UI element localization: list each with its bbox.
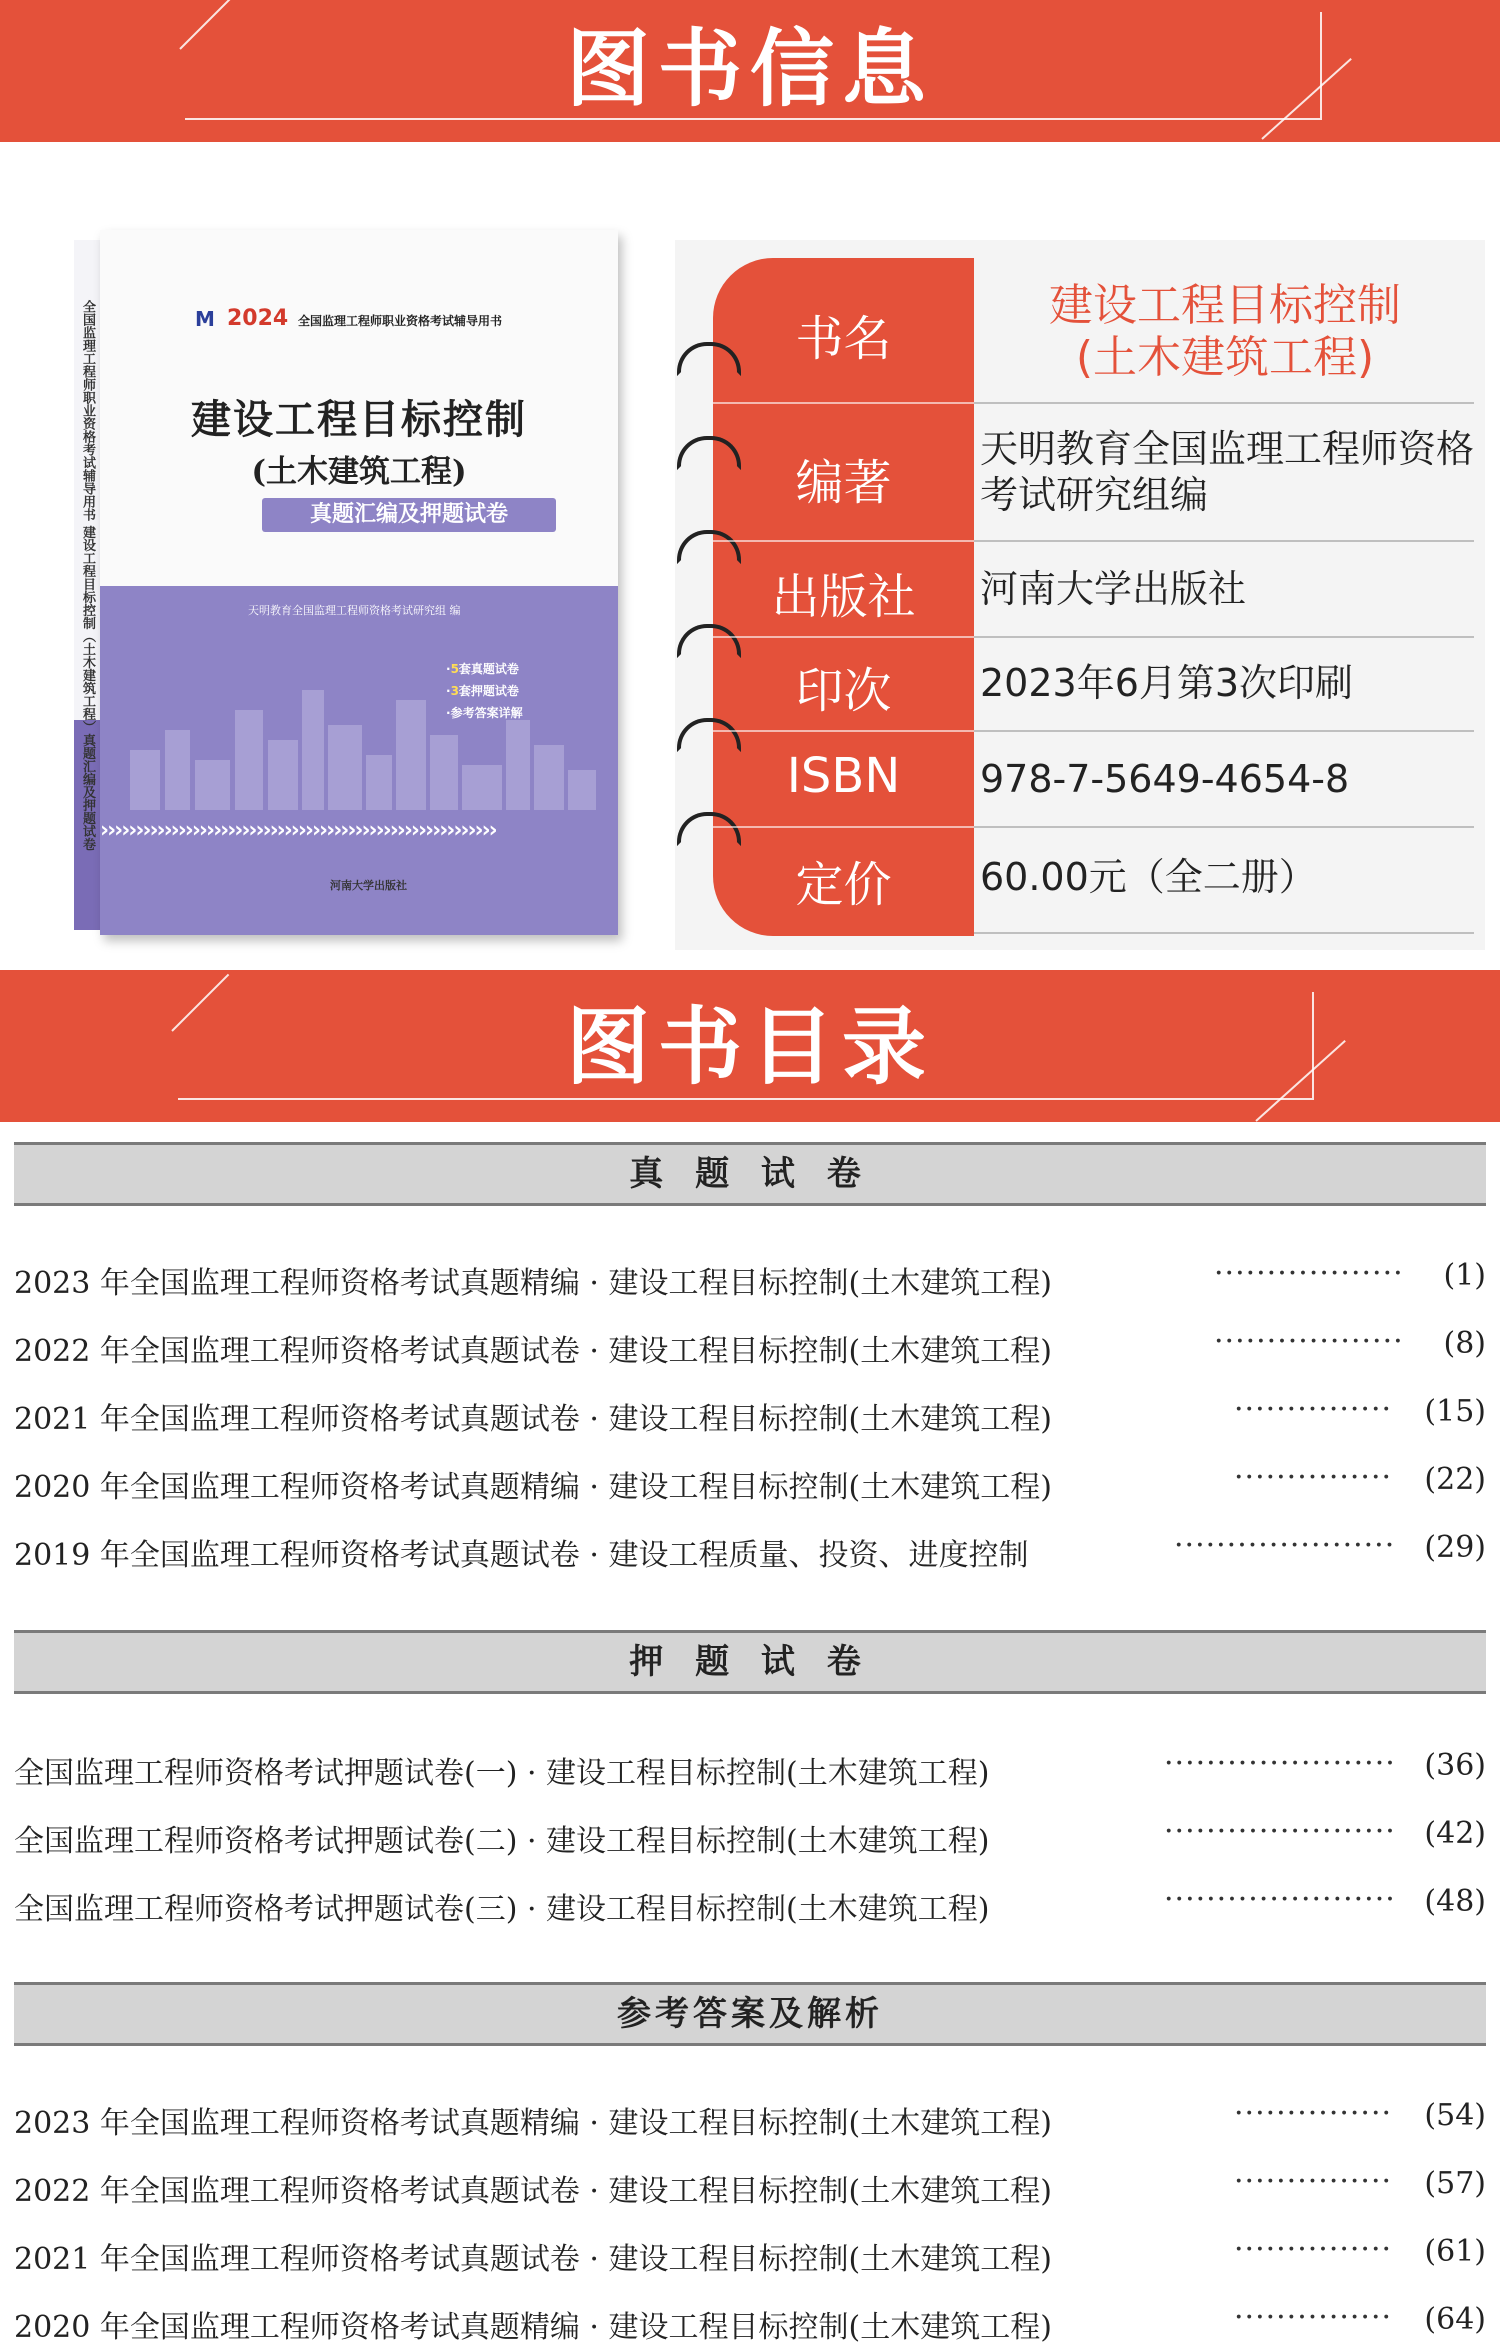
- toc-entry: 2020 年全国监理工程师资格考试真题精编 · 建设工程目标控制(土木建筑工程) ··············· (22): [14, 1460, 1486, 1505]
- cover-editor: 天明教育全国监理工程师资格考试研究组 编: [248, 604, 461, 617]
- label-divider: [713, 540, 974, 542]
- label-divider: [713, 636, 974, 638]
- toc-entry: 2020 年全国监理工程师资格考试真题精编 · 建设工程目标控制(土木建筑工程) ··············· (64): [14, 2300, 1486, 2345]
- label-publisher: 出版社: [771, 569, 916, 625]
- row-divider: [974, 636, 1474, 638]
- cover-subtitle: (土木建筑工程): [251, 454, 467, 490]
- toc-banner: [0, 970, 1500, 1122]
- label-divider: [713, 730, 974, 732]
- cover-title: 建设工程目标控制: [191, 396, 527, 443]
- label-price: 定价: [795, 857, 892, 913]
- row-divider: [974, 730, 1474, 732]
- toc-entry: 2019 年全国监理工程师资格考试真题试卷 · 建设工程质量、投资、进度控制 ····················· (29): [14, 1528, 1486, 1573]
- toc-section-header: 真 题 试 卷: [14, 1142, 1486, 1206]
- book-info-table: [675, 240, 1485, 950]
- label-printing: 印次: [795, 663, 892, 719]
- book-info-title: 图书信息: [565, 19, 934, 118]
- cover-feature: ·参考答案详解: [446, 706, 523, 720]
- label-isbn: ISBN: [786, 748, 901, 804]
- cover-publisher: 河南大学出版社: [330, 879, 407, 892]
- book-info-banner: [0, 0, 1500, 142]
- label-divider: [713, 826, 974, 828]
- toc-entry: 2022 年全国监理工程师资格考试真题试卷 · 建设工程目标控制(土木建筑工程) ·················· (8): [14, 1324, 1486, 1369]
- toc-section-header: 押 题 试 卷: [14, 1630, 1486, 1694]
- cover-feature: ·5套真题试卷: [446, 662, 519, 676]
- chevron-stripe: ››››››››››››››››››››››››››››››››››››››››››››››››››››››››: [100, 818, 496, 843]
- toc-entry: 全国监理工程师资格考试押题试卷(二) · 建设工程目标控制(土木建筑工程) ······················ (42): [14, 1814, 1486, 1859]
- city-skyline-illustration: [120, 670, 600, 810]
- label-title: 书名: [795, 311, 892, 367]
- label-divider: [713, 402, 974, 404]
- value-author: 天明教育全国监理工程师资格 考试研究组编: [980, 427, 1475, 517]
- book-spine: [74, 240, 100, 930]
- toc-entry: 全国监理工程师资格考试押题试卷(三) · 建设工程目标控制(土木建筑工程) ······················ (48): [14, 1882, 1486, 1927]
- value-printing: 2023年6月第3次印刷: [980, 661, 1354, 705]
- publisher-logo: M: [195, 307, 215, 331]
- book-cover-image: [74, 230, 620, 940]
- toc-entry: 2021 年全国监理工程师资格考试真题试卷 · 建设工程目标控制(土木建筑工程) ··············· (15): [14, 1392, 1486, 1437]
- cover-badge: 真题汇编及押题试卷: [262, 498, 556, 532]
- cover-year: 2024: [227, 306, 289, 331]
- row-divider: [974, 826, 1474, 828]
- toc-entry: 2021 年全国监理工程师资格考试真题试卷 · 建设工程目标控制(土木建筑工程) ··············· (61): [14, 2232, 1486, 2277]
- value-isbn: 978-7-5649-4654-8: [980, 757, 1350, 801]
- toc-entry: 2023 年全国监理工程师资格考试真题精编 · 建设工程目标控制(土木建筑工程) ··············· (54): [14, 2096, 1486, 2141]
- spine-text: 全国监理工程师职业资格考试辅导用书 建设工程目标控制（土木建筑工程）真题汇编及押题试卷: [80, 300, 95, 851]
- toc-entry: 2023 年全国监理工程师资格考试真题精编 · 建设工程目标控制(土木建筑工程) ·················· (1): [14, 1256, 1486, 1301]
- row-divider: [974, 402, 1474, 404]
- value-publisher: 河南大学出版社: [980, 567, 1247, 611]
- cover-series: 全国监理工程师职业资格考试辅导用书: [298, 314, 503, 328]
- row-divider: [974, 540, 1474, 542]
- cover-feature: ·3套押题试卷: [446, 684, 519, 698]
- value-title: 建设工程目标控制 (土木建筑工程): [1049, 280, 1401, 383]
- label-author: 编著: [795, 455, 892, 511]
- value-price: 60.00元（全二册）: [980, 855, 1317, 899]
- toc-entry: 2022 年全国监理工程师资格考试真题试卷 · 建设工程目标控制(土木建筑工程) ··············· (57): [14, 2164, 1486, 2209]
- toc-section-header: 参考答案及解析: [14, 1982, 1486, 2046]
- row-divider: [974, 932, 1474, 934]
- toc-title: 图书目录: [565, 997, 934, 1096]
- toc-entry: 全国监理工程师资格考试押题试卷(一) · 建设工程目标控制(土木建筑工程) ······················ (36): [14, 1746, 1486, 1791]
- book-front-cover: [100, 230, 618, 935]
